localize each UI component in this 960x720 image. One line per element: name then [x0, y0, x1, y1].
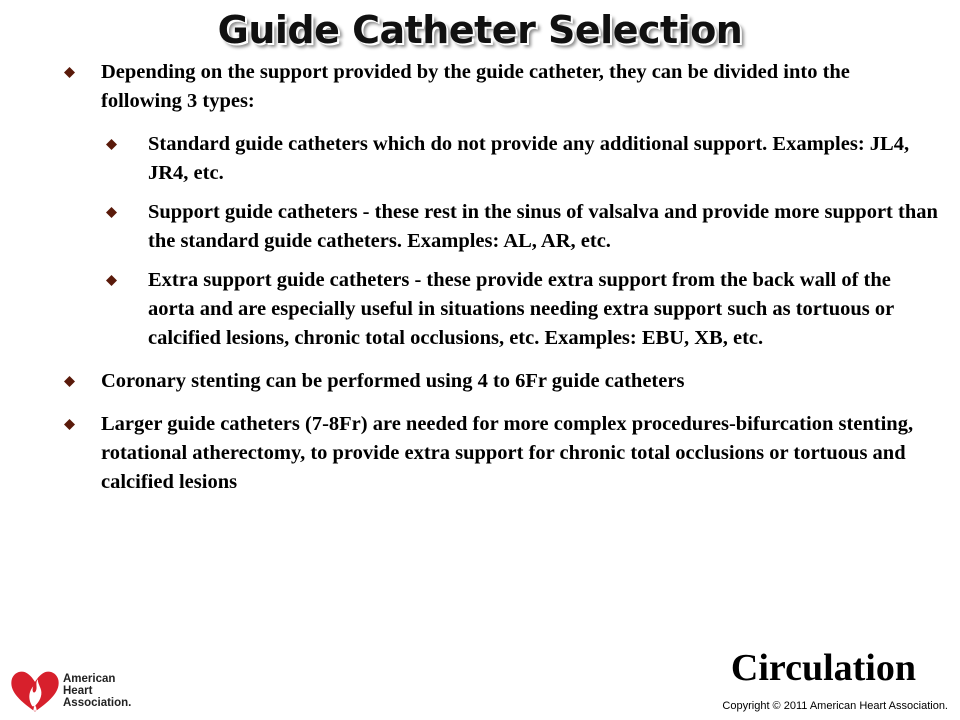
- bullet-item: [0, 410, 931, 497]
- bullet-text: Coronary stenting can be performed using 4 to 6Fr guide catheters: [101, 370, 685, 392]
- journal-name: Circulation: [730, 647, 916, 689]
- bullet-list: [0, 58, 960, 497]
- bullet-item: [0, 130, 938, 188]
- copyright-notice: Copyright © 2011 American Heart Association.: [722, 700, 948, 712]
- diamond-bullet-icon: [64, 67, 75, 78]
- bullet-text: Depending on the support provided by the guide catheter, they can be divided into the following 3 types:: [101, 61, 850, 112]
- diamond-bullet-icon: [106, 275, 117, 286]
- heart-torch-logo-icon: [8, 664, 62, 716]
- diamond-bullet-icon: [106, 139, 117, 150]
- bullet-text: Support guide catheters - these rest in the sinus of valsalva and provide more support than the standard guide catheters. Examples: AL, AR, etc.: [148, 201, 938, 252]
- logo-line: Association.: [63, 697, 132, 709]
- logo-line: Heart: [63, 685, 93, 697]
- bullet-item: [0, 58, 931, 116]
- aha-logo-wordmark: [63, 673, 131, 709]
- bullet-item: [0, 198, 938, 256]
- diamond-bullet-icon: [106, 207, 117, 218]
- bullet-text: Larger guide catheters (7-8Fr) are needed for more complex procedures-bifurcation stenting, rotational atherectomy, to provide extra support for chronic total occlusions or tortuous and calcified lesions: [101, 413, 914, 493]
- slide-title: Guide Catheter Selection: [217, 8, 743, 52]
- diamond-bullet-icon: [64, 376, 75, 387]
- bullet-item: [0, 266, 938, 353]
- logo-line: American: [63, 673, 116, 685]
- bullet-item: [0, 367, 931, 396]
- bullet-text: Extra support guide catheters - these provide extra support from the back wall of the aorta and are especially useful in situations needing extra support such as tortuous or calcified lesions, chronic total occlusions, etc. Examples: EBU, XB, etc.: [148, 269, 894, 349]
- diamond-bullet-icon: [64, 419, 75, 430]
- bullet-text: Standard guide catheters which do not provide any additional support. Examples: JL4, JR4, etc.: [148, 133, 910, 184]
